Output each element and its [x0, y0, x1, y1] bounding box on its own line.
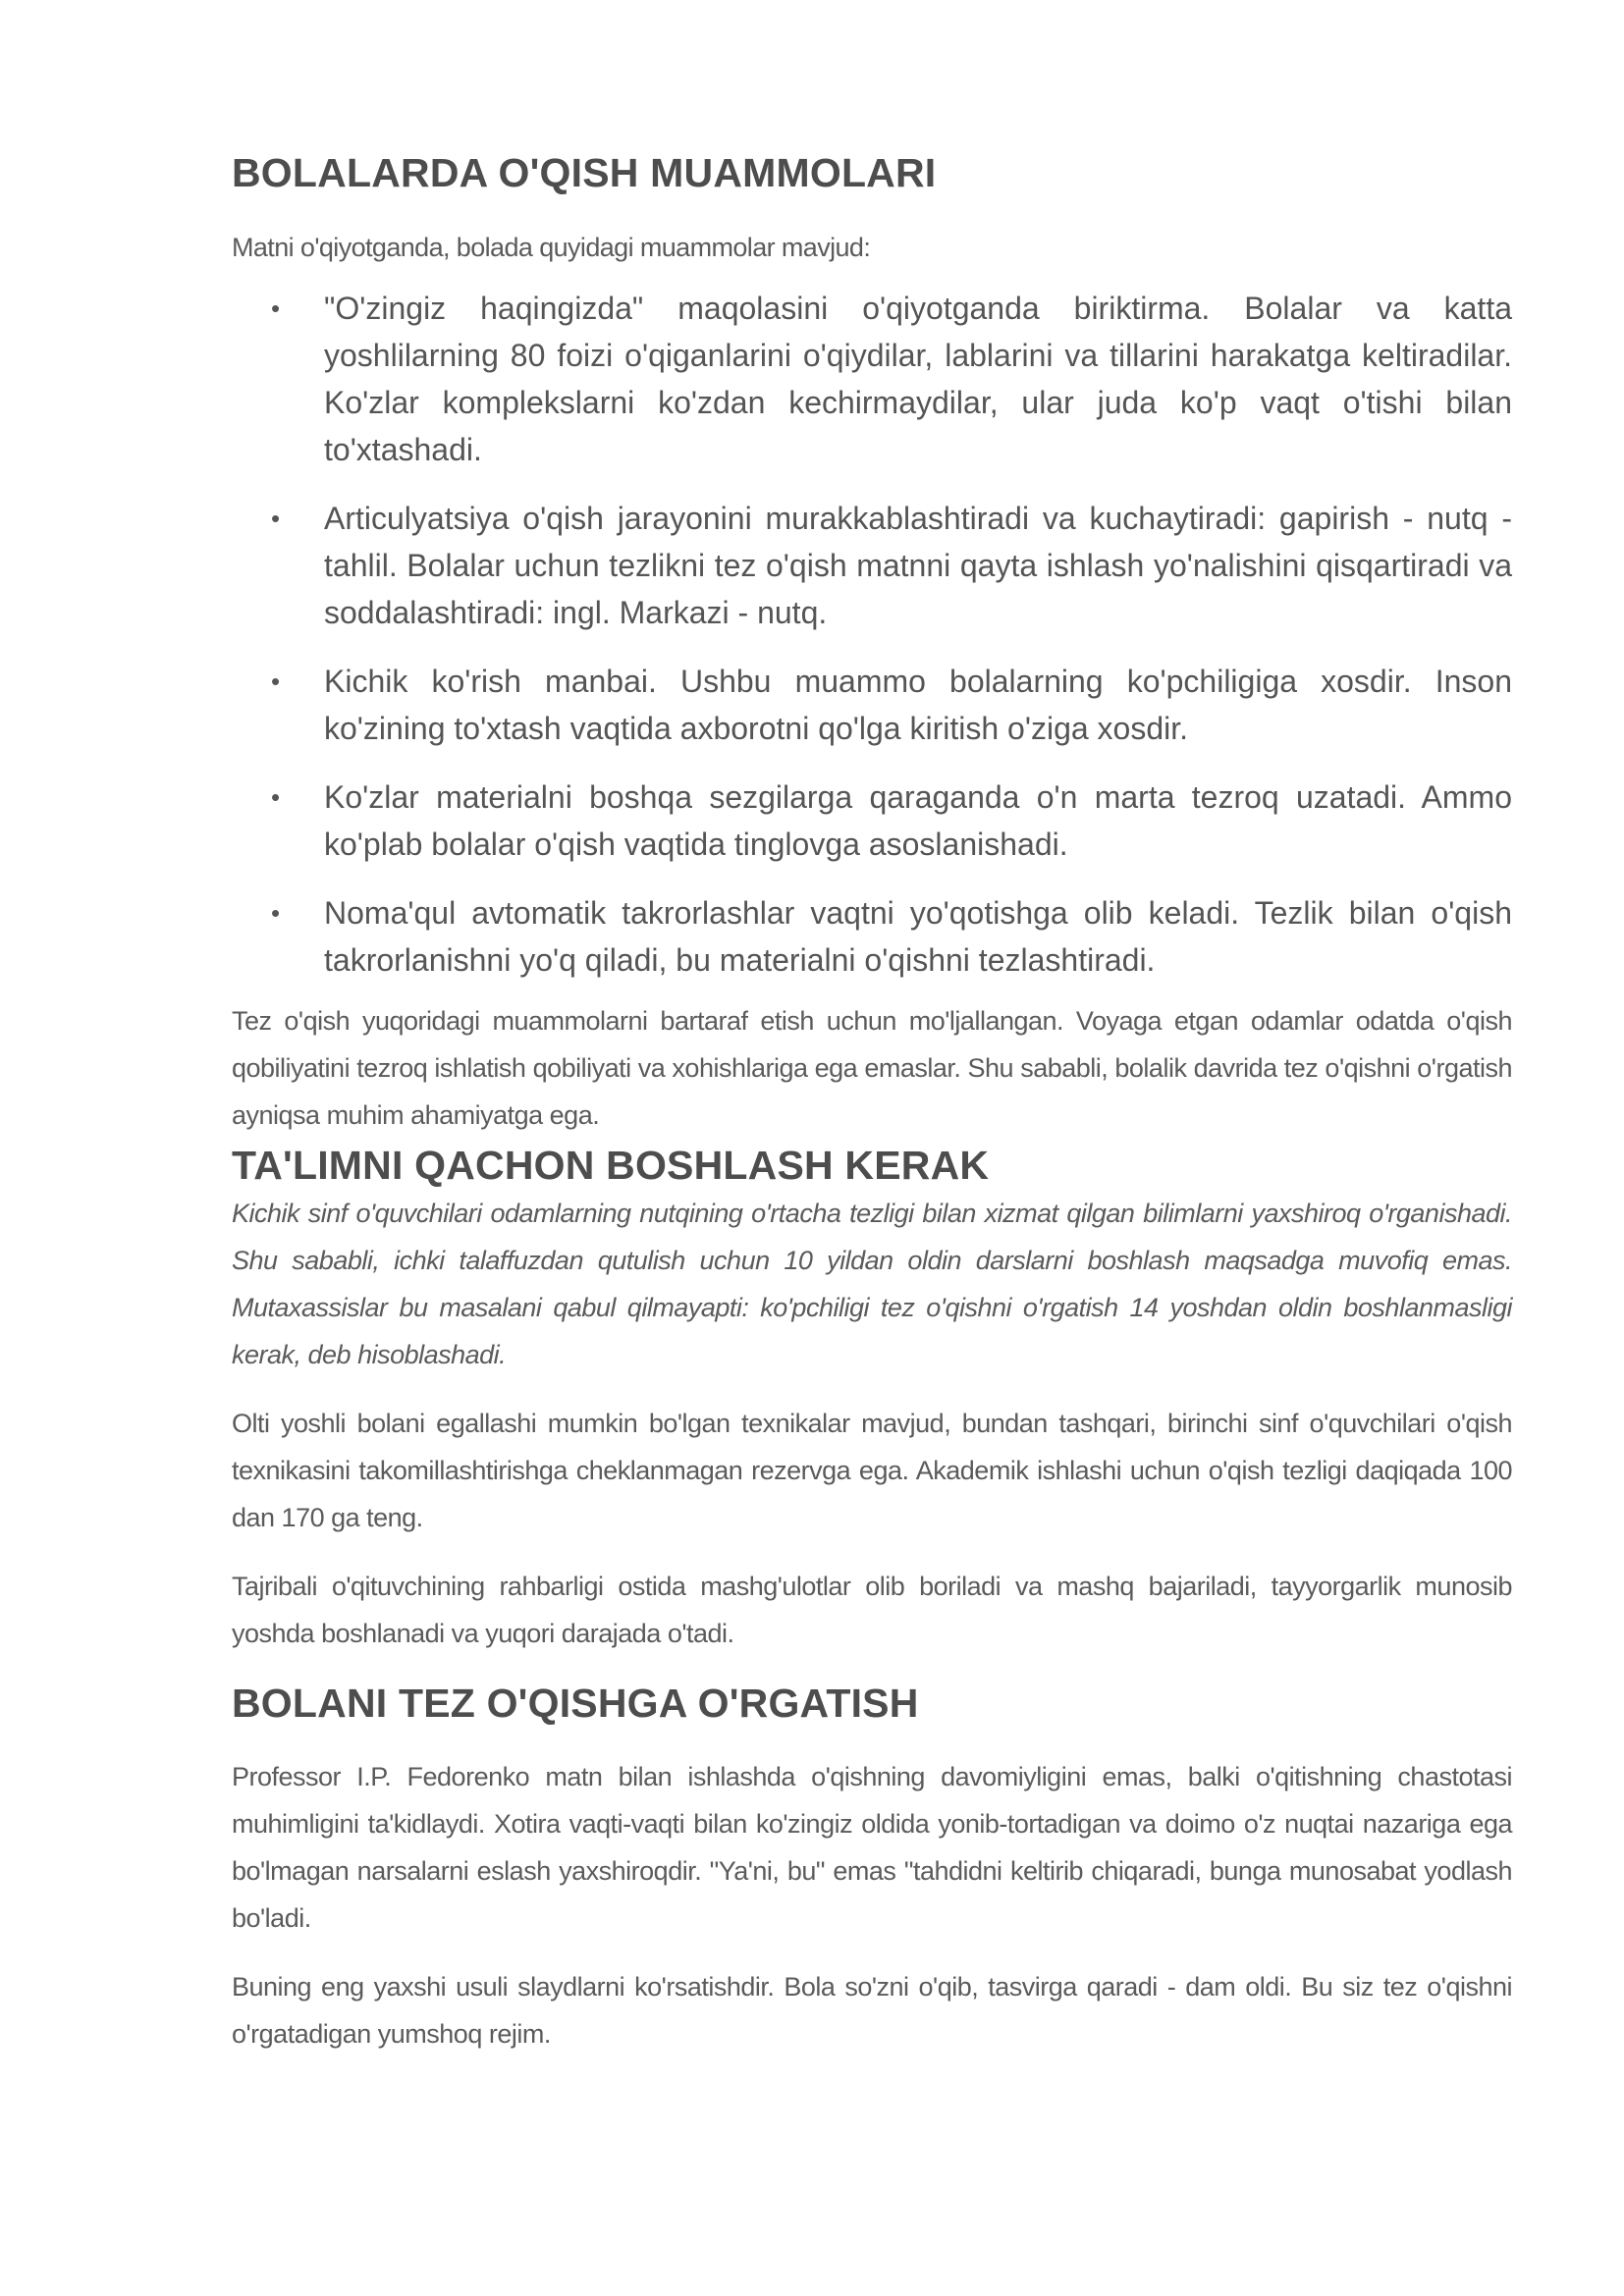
- body-paragraph: Professor I.P. Fedorenko matn bilan ishlashda o'qishning davomiyligini emas, balki o'qitishning chastotasi muhimligini ta'kidlaydi. Xotira vaqti-vaqti bilan ko'zingiz oldida yonib-tortadigan va doimo o'z nuqtai nazariga ega bo'lmagan narsalarni eslash yaxshiroqdir. "Ya'ni, bu" emas "tahdidni keltirib chiqaradi, bunga munosabat yodlash bo'ladi.: [232, 1762, 1512, 1933]
- list-item-text: Kichik ko'rish manbai. Ushbu muammo bolalarning ko'pchiligiga xosdir. Inson ko'zining to'xtash vaqtida axborotni qo'lga kiritish o'ziga xosdir.: [324, 664, 1512, 746]
- problems-list: [232, 285, 1512, 984]
- bullet-icon: •: [271, 504, 281, 533]
- body-paragraph: Buning eng yaxshi usuli slaydlarni ko'rsatishdir. Bola so'zni o'qib, tasvirga qaradi - dam oldi. Bu siz tez o'qishni o'rgatadigan yumshoq rejim.: [232, 1972, 1512, 2049]
- list-item: [232, 774, 1512, 868]
- intro-paragraph: Matni o'qiyotganda, bolada quyidagi muammolar mavjud:: [232, 233, 871, 262]
- list-item: [232, 495, 1512, 636]
- bullet-icon: •: [271, 898, 281, 928]
- bullet-icon: •: [271, 782, 281, 812]
- list-item-text: Articulyatsiya o'qish jarayonini murakkablashtiradi va kuchaytiradi: gapirish - nutq - tahlil. Bolalar uchun tezlikni tez o'qish matnni qayta ishlash yo'nalishini qisqartiradi va soddalashtiradi: ingl. Markazi - nutq.: [324, 501, 1512, 630]
- body-paragraph: Olti yoshli bolani egallashi mumkin bo'lgan texnikalar mavjud, bundan tashqari, birinchi sinf o'quvchilari o'qish texnikasini takomillashtirishga cheklanmagan rezervga ega. Akademik ishlashi uchun o'qish tezligi daqiqada 100 dan 170 ga teng.: [232, 1409, 1512, 1532]
- spacer: [232, 1728, 1512, 1753]
- section-heading-reading-problems: BOLALARDA O'QISH MUAMMOLARI: [232, 150, 937, 195]
- spacer: [232, 1657, 1512, 1679]
- list-item: [232, 285, 1512, 473]
- list-item-text: Ko'zlar materialni boshqa sezgilarga qaraganda o'n marta tezroq uzatadi. Ammo ko'plab bolalar o'qish vaqtida tinglovga asoslanishadi.: [324, 779, 1512, 862]
- list-item-text: "O'zingiz haqingizda" maqolasini o'qiyotganda biriktirma. Bolalar va katta yoshlilarning 80 foizi o'qiganlarini o'qiydilar, lablarini va tillarini harakatga keltiradilar. Ko'zlar komplekslarni ko'zdan kechirmaydilar, ular juda ko'p vaqt o'tishi bilan to'xtashadi.: [324, 291, 1512, 467]
- list-item: [232, 658, 1512, 752]
- bullet-icon: •: [271, 294, 281, 323]
- closing-paragraph: Tez o'qish yuqoridagi muammolarni bartaraf etish uchun mo'ljallangan. Voyaga etgan odamlar odatda o'qish qobiliyatini tezroq ishlatish qobiliyati va xohishlariga ega emaslar. Shu sababli, bolalik davrida tez o'qishni o'rgatish ayniqsa muhim ahamiyatga ega.: [232, 1006, 1512, 1130]
- section-heading-teaching-fast-reading: BOLANI TEZ O'QISHGA O'RGATISH: [232, 1681, 919, 1726]
- spacer: [232, 1942, 1512, 1963]
- section-heading-when-to-start: TA'LIMNI QACHON BOSHLASH KERAK: [232, 1143, 990, 1188]
- list-item: [232, 889, 1512, 984]
- body-paragraph: Tajribali o'qituvchining rahbarligi ostida mashg'ulotlar olib boriladi va mashq bajariladi, tayyorgarlik munosib yoshda boshlanadi va yuqori darajada o'tadi.: [232, 1572, 1512, 1648]
- spacer: [232, 1541, 1512, 1563]
- bullet-icon: •: [271, 667, 281, 696]
- list-item-text: Noma'qul avtomatik takrorlashlar vaqtni yo'qotishga olib keladi. Tezlik bilan o'qish takrorlanishni yo'q qiladi, bu materialni o'qishni tezlashtiradi.: [324, 895, 1512, 978]
- italic-paragraph: Kichik sinf o'quvchilari odamlarning nutqining o'rtacha tezligi bilan xizmat qilgan bilimlarni yaxshiroq o'rganishadi. Shu sababli, ichki talaffuzdan qutulish uchun 10 yildan oldin darslarni boshlash maqsadga muvofiq emas. Mutaxassislar bu masalani qabul qilmayapti: ko'pchiligi tez o'qishni o'rgatish 14 yoshdan oldin boshlanmasligi kerak, deb hisoblashadi.: [232, 1199, 1512, 1369]
- spacer: [232, 1378, 1512, 1400]
- document-page: [232, 147, 1512, 2057]
